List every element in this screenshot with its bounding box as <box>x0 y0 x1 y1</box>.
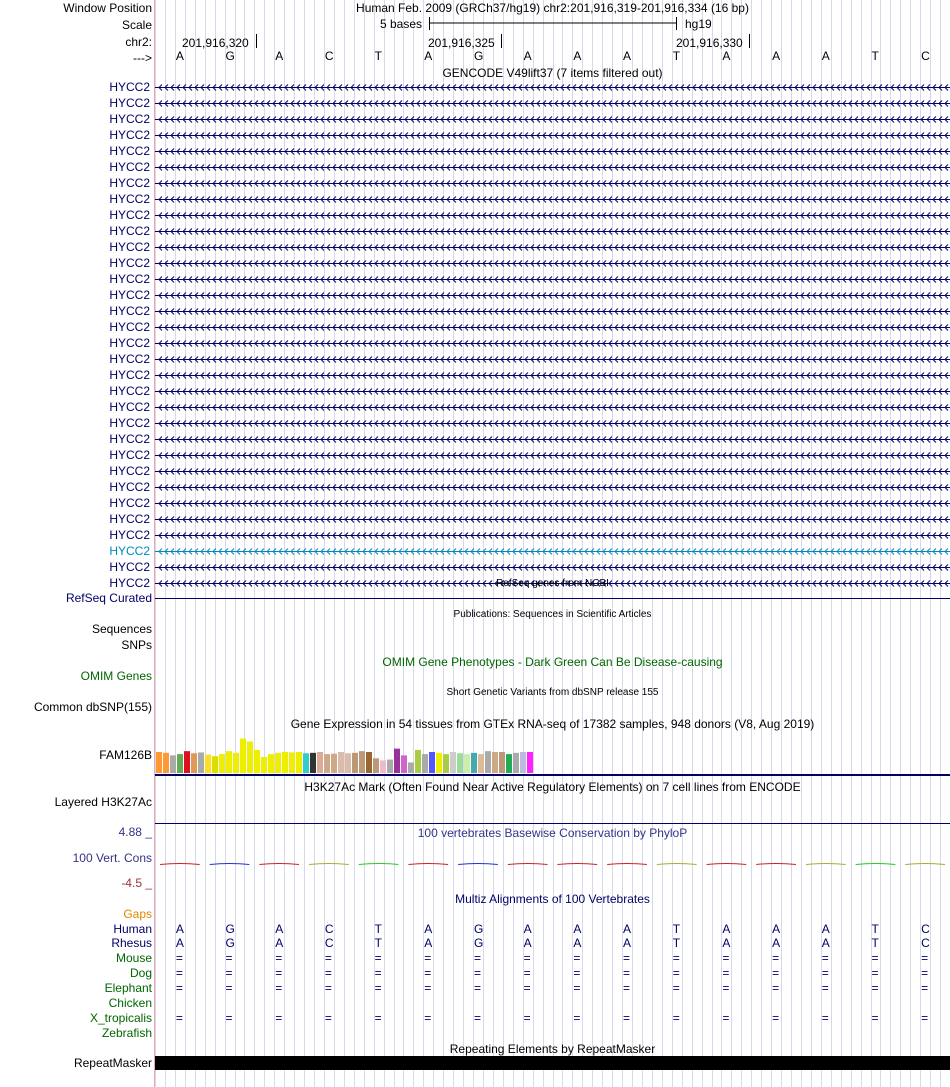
alignment-base-dog: = <box>672 966 680 980</box>
gtex-bar <box>401 755 407 773</box>
gtex-bar <box>240 739 246 773</box>
alignment-base-elephant: = <box>772 981 780 995</box>
base-letter: A <box>623 49 632 63</box>
alignment-base-rhesus: A <box>275 936 284 950</box>
base-letter: T <box>374 49 382 63</box>
alignment-base-x_tropicalis: = <box>424 1011 432 1025</box>
gtex-bar <box>268 754 274 773</box>
gtex-bar <box>352 753 358 773</box>
gene-label[interactable]: HYCC2 <box>109 160 150 174</box>
alignment-base-human: A <box>623 922 632 936</box>
gtex-bar <box>450 752 456 773</box>
gtex-bar <box>359 751 365 773</box>
alignment-base-elephant: = <box>672 981 680 995</box>
track-title-repeatmasker[interactable]: Repeating Elements by RepeatMasker <box>449 1042 656 1056</box>
gene-label[interactable]: HYCC2 <box>109 560 150 574</box>
gene-label[interactable]: HYCC2 <box>109 432 150 446</box>
gtex-bar <box>317 752 323 773</box>
alignment-base-human: A <box>275 922 284 936</box>
gtex-bar <box>422 754 428 773</box>
alignment-base-rhesus: A <box>821 936 830 950</box>
alignment-base-mouse: = <box>473 951 481 965</box>
alignment-base-dog: = <box>772 966 780 980</box>
gtex-bar <box>156 752 162 773</box>
gencode-gene-track[interactable] <box>155 0 950 590</box>
alignment-base-x_tropicalis: = <box>225 1011 233 1025</box>
gtex-bar <box>282 752 288 773</box>
alignment-base-mouse: = <box>275 951 283 965</box>
alignment-base-dog: = <box>871 966 879 980</box>
gtex-bar <box>191 753 197 773</box>
alignment-base-dog: = <box>573 966 581 980</box>
gtex-bar <box>184 751 190 773</box>
label-repeatmasker[interactable]: RepeatMasker <box>73 1056 152 1070</box>
label-strand: ---> <box>133 51 152 65</box>
base-letter: C <box>324 49 334 63</box>
alignment-base-mouse: = <box>424 951 432 965</box>
gene-label[interactable]: HYCC2 <box>109 464 150 478</box>
gtex-bar <box>387 760 393 773</box>
gene-label[interactable]: HYCC2 <box>109 384 150 398</box>
alignment-base-x_tropicalis: = <box>324 1011 332 1025</box>
gtex-bar <box>275 753 281 773</box>
tick-label-2: 201,916,325 <box>428 36 495 50</box>
gtex-bar <box>177 754 183 773</box>
alignment-base-x_tropicalis: = <box>821 1011 829 1025</box>
conservation-mark <box>707 864 747 865</box>
alignment-base-x_tropicalis: = <box>473 1011 481 1025</box>
tick-label-3: 201,916,330 <box>676 36 743 50</box>
alignment-base-human: A <box>573 922 582 936</box>
gtex-bar <box>296 752 302 773</box>
conservation-mark <box>756 864 796 865</box>
base-letter: A <box>772 49 781 63</box>
tick-label-1: 201,916,320 <box>182 36 249 50</box>
label-fam126b[interactable]: FAM126B <box>99 748 152 762</box>
gtex-bar <box>233 753 239 773</box>
conservation-mark <box>806 864 846 865</box>
base-letter: A <box>275 49 284 63</box>
alignment-base-elephant: = <box>225 981 233 995</box>
alignment-base-human: A <box>175 922 184 936</box>
track-display[interactable] <box>155 0 950 1087</box>
conservation-mark <box>309 864 349 865</box>
gtex-bar <box>457 753 463 773</box>
alignment-base-rhesus: C <box>921 936 930 950</box>
conservation-mark <box>359 864 399 865</box>
gtex-expression-chart[interactable] <box>155 728 950 778</box>
gtex-bar <box>394 749 400 773</box>
alignment-base-human: T <box>374 922 382 936</box>
gene-label[interactable]: HYCC2 <box>109 448 150 462</box>
alignment-base-elephant: = <box>821 981 829 995</box>
gtex-bar <box>226 751 232 773</box>
label-species-dog: Dog <box>129 966 152 980</box>
gtex-bar <box>303 753 309 773</box>
gtex-bar <box>478 754 484 773</box>
alignment-base-human: G <box>225 922 235 936</box>
label-sequences[interactable]: Sequences <box>91 622 152 636</box>
alignment-base-elephant: = <box>324 981 332 995</box>
alignment-base-mouse: = <box>225 951 233 965</box>
gtex-bar <box>492 752 498 773</box>
base-letter: A <box>523 49 532 63</box>
alignment-base-dog: = <box>722 966 730 980</box>
track-title-omim[interactable]: OMIM Gene Phenotypes - Dark Green Can Be Disease-causing <box>382 655 723 669</box>
track-title-refseq[interactable]: RefSeq genes from NCBI <box>496 578 609 589</box>
alignment-base-human: C <box>921 922 930 936</box>
gene-label[interactable]: HYCC2 <box>109 288 150 302</box>
gtex-bar <box>247 742 253 774</box>
gtex-bar <box>324 754 330 773</box>
gtex-bar <box>198 752 204 773</box>
base-letter: A <box>722 49 731 63</box>
label-omim[interactable]: OMIM Genes <box>80 669 152 683</box>
label-scale: Scale <box>121 18 152 32</box>
alignment-base-elephant: = <box>473 981 481 995</box>
label-h3k27ac[interactable]: Layered H3K27Ac <box>54 795 152 809</box>
gtex-bar <box>345 753 351 773</box>
label-species-mouse: Mouse <box>115 951 152 965</box>
gene-label[interactable]: HYCC2 <box>109 240 150 254</box>
conservation-mark <box>508 864 548 865</box>
gene-label[interactable]: HYCC2 <box>109 144 150 158</box>
conservation-mark <box>905 864 945 865</box>
alignment-base-x_tropicalis: = <box>175 1011 183 1025</box>
repeatmasker-block <box>155 1056 950 1070</box>
gtex-bar <box>380 760 386 773</box>
gtex-bar <box>373 758 379 773</box>
alignment-base-mouse: = <box>722 951 730 965</box>
position-title: Human Feb. 2009 (GRCh37/hg19) chr2:201,916,319-201,916,334 (16 bp) <box>356 1 749 15</box>
gene-label[interactable]: HYCC2 <box>109 304 150 318</box>
base-letter: A <box>175 49 184 63</box>
gene-label[interactable]: HYCC2 <box>109 96 150 110</box>
gtex-bar <box>506 754 512 773</box>
alignment-base-x_tropicalis: = <box>772 1011 780 1025</box>
alignment-base-dog: = <box>374 966 382 980</box>
gtex-bar <box>513 753 519 773</box>
alignment-base-human: A <box>821 922 830 936</box>
gtex-bar <box>163 753 169 773</box>
gtex-bar <box>219 754 225 773</box>
alignment-base-dog: = <box>623 966 631 980</box>
alignment-base-rhesus: A <box>573 936 582 950</box>
label-species-xtropicalis: X_tropicalis <box>89 1011 152 1025</box>
gene-label[interactable]: HYCC2 <box>109 224 150 238</box>
alignment-base-mouse: = <box>573 951 581 965</box>
gtex-bar <box>338 752 344 773</box>
alignment-base-elephant: = <box>374 981 382 995</box>
conservation-mark <box>210 864 250 865</box>
label-gaps: Gaps <box>123 907 152 921</box>
alignment-base-mouse: = <box>871 951 879 965</box>
alignment-base-x_tropicalis: = <box>275 1011 283 1025</box>
label-cons-max: 4.88 _ <box>118 825 152 839</box>
conservation-mark <box>856 864 896 865</box>
alignment-base-x_tropicalis: = <box>374 1011 382 1025</box>
gene-label[interactable]: HYCC2 <box>109 480 150 494</box>
gene-label[interactable]: HYCC2 <box>109 80 150 94</box>
gene-label[interactable]: HYCC2 <box>109 544 150 558</box>
alignment-base-x_tropicalis: = <box>672 1011 680 1025</box>
alignment-base-elephant: = <box>722 981 730 995</box>
gene-label[interactable]: HYCC2 <box>109 336 150 350</box>
label-species-human: Human <box>113 922 152 936</box>
label-window-position: Window Position <box>63 1 152 15</box>
alignment-base-rhesus: G <box>225 936 235 950</box>
label-dbsnp[interactable]: Common dbSNP(155) <box>33 700 152 714</box>
alignment-base-mouse: = <box>523 951 531 965</box>
gtex-bar <box>289 752 295 773</box>
gtex-bar <box>485 751 491 773</box>
base-letter: T <box>871 49 879 63</box>
alignment-base-rhesus: A <box>623 936 632 950</box>
gtex-bar <box>415 750 421 773</box>
gtex-bar <box>366 752 372 773</box>
track-title-phylop[interactable]: 100 vertebrates Basewise Conservation by PhyloP <box>417 826 688 840</box>
gtex-bar <box>520 752 526 773</box>
track-title-pubs[interactable]: Publications: Sequences in Scientific Articles <box>453 609 652 620</box>
gtex-bar <box>170 755 176 773</box>
gtex-bar <box>310 753 316 773</box>
conservation-mark <box>160 864 200 865</box>
base-letter: A <box>821 49 830 63</box>
gene-label[interactable]: HYCC2 <box>109 176 150 190</box>
alignment-base-rhesus: T <box>672 936 681 950</box>
label-vert-cons[interactable]: 100 Vert. Cons <box>72 851 152 865</box>
track-title-multiz[interactable]: Multiz Alignments of 100 Vertebrates <box>455 892 650 906</box>
gene-label[interactable]: HYCC2 <box>109 352 150 366</box>
gtex-bar <box>254 750 260 773</box>
gene-label[interactable]: HYCC2 <box>109 368 150 382</box>
alignment-base-elephant: = <box>871 981 879 995</box>
alignment-base-rhesus: A <box>772 936 781 950</box>
conservation-mark <box>408 864 448 865</box>
alignment-base-elephant: = <box>921 981 929 995</box>
alignment-base-mouse: = <box>374 951 382 965</box>
label-species-rhesus: Rhesus <box>111 936 152 950</box>
base-letter: T <box>672 49 681 63</box>
conservation-mark <box>657 864 697 865</box>
gene-label[interactable]: HYCC2 <box>109 128 150 142</box>
alignment-base-human: G <box>473 922 484 936</box>
alignment-base-dog: = <box>921 966 929 980</box>
gtex-bar <box>471 753 477 773</box>
conservation-mark <box>259 864 299 865</box>
alignment-base-mouse: = <box>921 951 929 965</box>
gene-label[interactable]: HYCC2 <box>109 416 150 430</box>
alignment-base-rhesus: G <box>473 936 484 950</box>
alignment-base-dog: = <box>324 966 332 980</box>
base-letter: C <box>921 49 930 63</box>
track-title-gtex[interactable]: Gene Expression in 54 tissues from GTEx RNA-seq of 17382 samples, 948 donors (V8, Aug 2019) <box>290 717 815 731</box>
conservation-mark <box>558 864 598 865</box>
label-refseq[interactable]: RefSeq Curated <box>65 591 152 605</box>
track-title-h3k27ac[interactable]: H3K27Ac Mark (Often Found Near Active Regulatory Elements) on 7 cell lines from ENCODE <box>304 780 801 794</box>
alignment-base-dog: = <box>523 966 531 980</box>
alignment-base-rhesus: A <box>722 936 731 950</box>
gtex-bar <box>499 752 505 773</box>
label-species-chicken: Chicken <box>108 996 152 1010</box>
alignment-base-mouse: = <box>821 951 829 965</box>
alignment-base-elephant: = <box>623 981 631 995</box>
label-species-zebrafish: Zebrafish <box>101 1026 152 1040</box>
alignment-base-rhesus: A <box>175 936 184 950</box>
track-title-dbsnp[interactable]: Short Genetic Variants from dbSNP release 155 <box>446 687 659 698</box>
label-species-elephant: Elephant <box>104 981 152 995</box>
track-title-gencode[interactable]: GENCODE V49lift37 (7 items filtered out) <box>442 66 663 80</box>
alignment-base-human: A <box>424 922 433 936</box>
gtex-bar <box>408 763 414 774</box>
alignment-base-elephant: = <box>175 981 183 995</box>
alignment-base-rhesus: C <box>324 936 334 950</box>
alignment-base-x_tropicalis: = <box>573 1011 581 1025</box>
alignment-base-x_tropicalis: = <box>722 1011 730 1025</box>
alignment-base-mouse: = <box>175 951 183 965</box>
alignment-base-dog: = <box>424 966 432 980</box>
alignment-base-elephant: = <box>424 981 432 995</box>
scale-assembly: hg19 <box>685 17 712 31</box>
alignment-base-dog: = <box>175 966 183 980</box>
gene-label[interactable]: HYCC2 <box>109 112 150 126</box>
gene-label[interactable]: HYCC2 <box>109 576 150 590</box>
alignment-base-human: T <box>871 922 879 936</box>
gene-label[interactable]: HYCC2 <box>109 512 150 526</box>
alignment-base-rhesus: A <box>523 936 532 950</box>
base-letter: A <box>573 49 582 63</box>
gtex-bar <box>205 755 211 773</box>
gene-label[interactable]: HYCC2 <box>109 256 150 270</box>
alignment-base-mouse: = <box>623 951 631 965</box>
alignment-base-human: A <box>772 922 781 936</box>
alignment-base-dog: = <box>225 966 233 980</box>
gtex-bar <box>527 752 533 773</box>
track-labels-panel <box>0 0 154 1087</box>
alignment-base-human: A <box>722 922 731 936</box>
gtex-bar <box>443 754 449 773</box>
alignment-base-human: T <box>672 922 681 936</box>
alignment-base-mouse: = <box>772 951 780 965</box>
alignment-base-elephant: = <box>573 981 581 995</box>
base-letter: G <box>225 49 235 63</box>
gtex-bar <box>331 754 337 773</box>
alignment-base-mouse: = <box>324 951 332 965</box>
gtex-bar <box>261 757 267 773</box>
alignment-base-dog: = <box>821 966 829 980</box>
gene-label[interactable]: HYCC2 <box>109 192 150 206</box>
base-letter: A <box>424 49 433 63</box>
gtex-bar <box>212 756 218 773</box>
alignment-base-human: C <box>324 922 334 936</box>
label-cons-min: -4.5 _ <box>121 876 152 890</box>
conservation-mark <box>458 864 498 865</box>
conservation-mark <box>607 864 647 865</box>
alignment-base-x_tropicalis: = <box>623 1011 631 1025</box>
gene-label[interactable]: HYCC2 <box>109 320 150 334</box>
scale-text: 5 bases <box>380 17 423 31</box>
label-chrom: chr2: <box>125 35 152 49</box>
gtex-bar <box>436 753 442 773</box>
alignment-base-rhesus: T <box>871 936 879 950</box>
label-snps[interactable]: SNPs <box>121 638 152 652</box>
alignment-base-mouse: = <box>672 951 680 965</box>
gene-label[interactable]: HYCC2 <box>109 496 150 510</box>
alignment-base-rhesus: T <box>374 936 382 950</box>
alignment-base-dog: = <box>275 966 283 980</box>
alignment-base-x_tropicalis: = <box>921 1011 929 1025</box>
gene-label[interactable]: HYCC2 <box>109 400 150 414</box>
alignment-base-elephant: = <box>275 981 283 995</box>
alignment-base-rhesus: A <box>424 936 433 950</box>
alignment-base-elephant: = <box>523 981 531 995</box>
gtex-bar <box>464 754 470 773</box>
alignment-base-dog: = <box>473 966 481 980</box>
alignment-base-x_tropicalis: = <box>523 1011 531 1025</box>
gene-label[interactable]: HYCC2 <box>109 272 150 286</box>
base-letter: G <box>473 49 484 63</box>
gtex-bar <box>429 752 435 773</box>
gene-label[interactable]: HYCC2 <box>109 528 150 542</box>
gene-label[interactable]: HYCC2 <box>109 208 150 222</box>
alignment-base-human: A <box>523 922 532 936</box>
alignment-base-x_tropicalis: = <box>871 1011 879 1025</box>
